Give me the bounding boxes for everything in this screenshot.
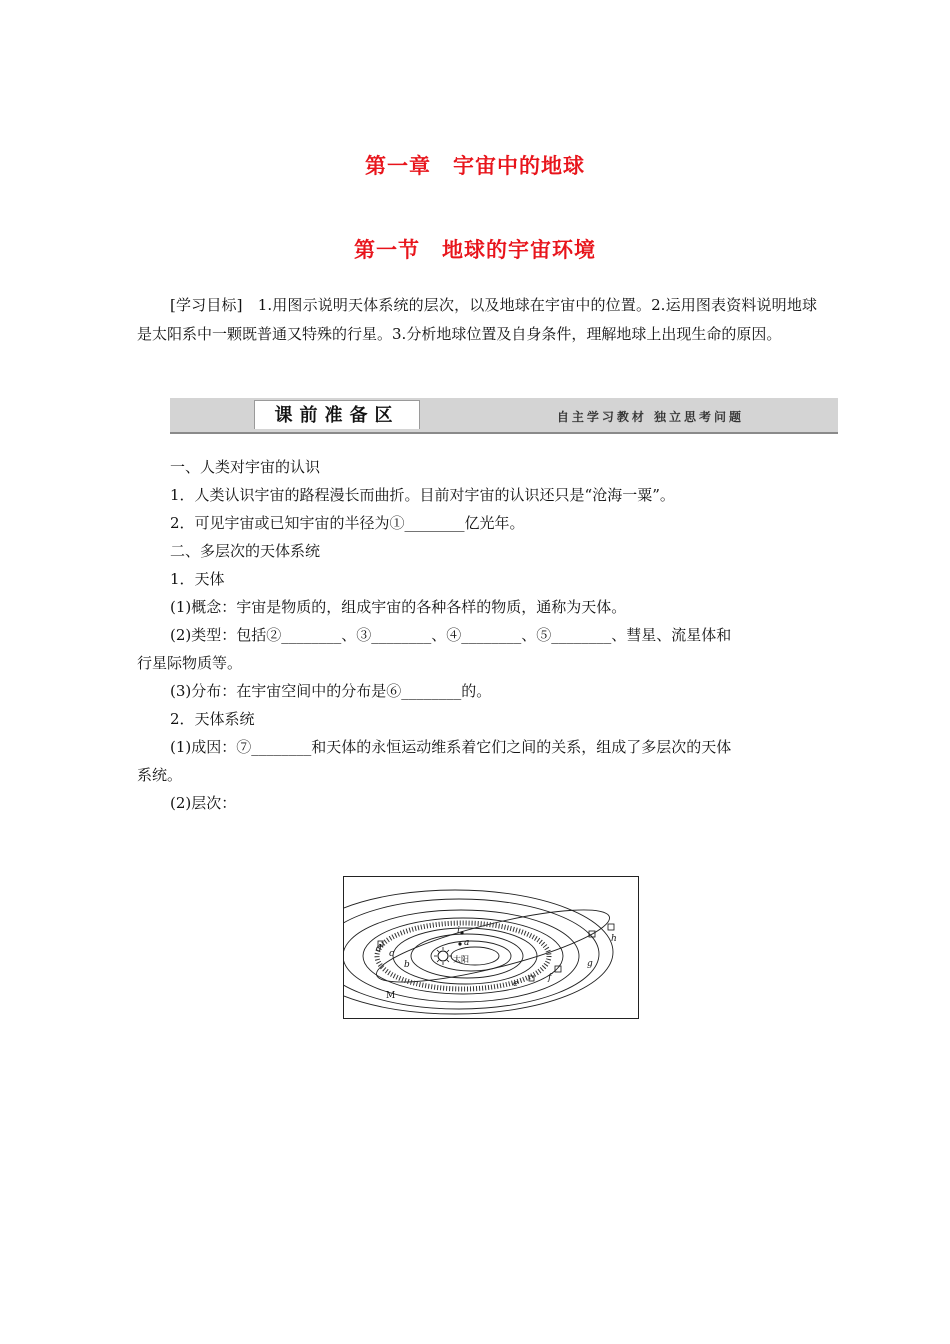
label-d: d <box>376 944 382 954</box>
sun-label: 太阳 <box>453 955 469 964</box>
label-g: g <box>587 959 593 969</box>
concept-line: (1)概念：宇宙是物质的，组成宇宙的各种各样的物质，通称为天体。 <box>170 598 627 616</box>
section-banner <box>170 398 838 434</box>
banner-tab-label: 课前准备区 <box>254 400 420 429</box>
label-f: f <box>548 973 552 983</box>
banner-subtitle: 自主学习教材 独立思考问题 <box>556 410 744 424</box>
learning-goals: [学习目标] 1.用图示说明天体系统的层次，以及地球在宇宙中的位置。2.运用图表资料说明地球是太阳系中一颗既普通又特殊的行星。3.分析地球位置及自身条件，理解地球上出现生命的原因。 <box>137 296 817 343</box>
paragraph-1: 1．人类认识宇宙的路程漫长而曲折。目前对宇宙的认识还只是“沧海一粟”。 <box>170 486 675 504</box>
label-a: a <box>464 938 470 948</box>
levels-line: (2)层次： <box>170 794 237 812</box>
heading-2: 二、多层次的天体系统 <box>170 542 321 560</box>
cause-line-2: 系统。 <box>137 766 183 784</box>
cause-line-1: (1)成因：⑦________和天体的永恒运动维系着它们之间的关系，组成了多层次的天体 <box>170 738 732 756</box>
label-c: c <box>389 949 395 959</box>
subheading-2: 2．天体系统 <box>170 710 255 728</box>
types-line-1: (2)类型：包括②________、③________、④________、⑤________、彗星、流星体和 <box>170 626 732 644</box>
paragraph-2: 2．可见宇宙或已知宇宙的半径为①________亿光年。 <box>170 514 525 532</box>
solar-system-diagram <box>343 876 639 1019</box>
chapter-title: 第一章 宇宙中的地球 <box>365 154 585 178</box>
label-i: i <box>457 926 460 936</box>
section-title: 第一节 地球的宇宙环境 <box>354 238 596 262</box>
subheading-1: 1．天体 <box>170 570 225 588</box>
heading-1: 一、人类对宇宙的认识 <box>170 458 321 476</box>
label-e: e <box>513 979 519 989</box>
label-h: h <box>611 934 617 944</box>
label-m: M <box>386 991 396 1001</box>
types-line-2: 行星际物质等。 <box>137 654 243 672</box>
label-b: b <box>404 960 410 970</box>
distribution-line: (3)分布：在宇宙空间中的分布是⑥________的。 <box>170 682 492 700</box>
